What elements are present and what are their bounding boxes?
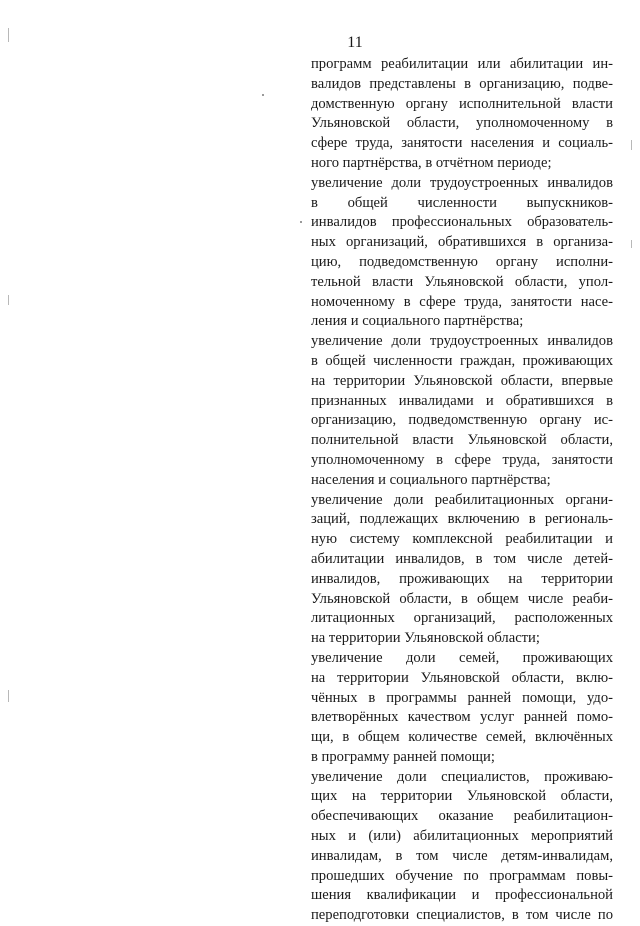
- text-line: сфере труда, занятости населения и социаль-: [311, 135, 613, 152]
- text-line: чённых в программы ранней помощи, удо-: [311, 689, 613, 706]
- scan-artifact: [8, 295, 9, 305]
- text-line: инвалидам, в том числе детям-инвалидам,: [311, 847, 613, 864]
- text-line: инвалидов профессиональных образователь-: [311, 214, 613, 231]
- text-line: щи, в общем количестве семей, включённых: [311, 729, 613, 746]
- text-line: Ульяновской области, в общем числе реаби-: [311, 590, 613, 607]
- text-line: увеличение доли реабилитационных органи-: [311, 491, 613, 508]
- text-line: ного партнёрства, в отчётном периоде;: [311, 154, 552, 171]
- text-line: ных организаций, обратившихся в организа-: [311, 234, 613, 251]
- text-line: уполномоченному в сфере труда, занятости: [311, 451, 613, 468]
- text-line: щих на территории Ульяновской области,: [311, 788, 613, 805]
- text-line: домственную органу исполнительной власти: [311, 95, 613, 112]
- text-line: увеличение доли семей, проживающих: [311, 649, 613, 666]
- text-line: Ульяновской области, уполномоченному в: [311, 115, 613, 132]
- scan-artifact: [300, 221, 302, 223]
- text-line: увеличение доли трудоустроенных инвалидов: [311, 333, 613, 350]
- text-line: ных и (или) абилитационных мероприятий: [311, 828, 613, 845]
- text-line: прошедших обучение по программам повы-: [311, 867, 613, 884]
- text-line: ления и социального партнёрства;: [311, 313, 524, 330]
- text-line: абилитации инвалидов, в том числе детей-: [311, 550, 613, 567]
- text-line: на территории Ульяновской области, вклю-: [311, 669, 613, 686]
- text-line: в общей численности выпускников-: [311, 194, 613, 211]
- scan-artifact: [8, 690, 9, 702]
- text-line: номоченному в сфере труда, занятости насе-: [311, 293, 613, 310]
- document-text-column: [311, 55, 613, 926]
- text-line: увеличение доли трудоустроенных инвалидов: [311, 174, 613, 191]
- text-line: литационных организаций, расположенных: [311, 610, 613, 627]
- page-number: 11: [347, 34, 363, 51]
- text-line: обеспечивающих оказание реабилитацион-: [311, 808, 613, 825]
- scan-artifact: [631, 140, 632, 150]
- scan-artifact: [262, 94, 264, 96]
- text-line: ную систему комплексной реабилитации и: [311, 531, 613, 548]
- text-line: полнительной власти Ульяновской области,: [311, 432, 613, 449]
- text-line: шения квалификации и профессиональной: [311, 887, 613, 904]
- text-line: тельной власти Ульяновской области, упол-: [311, 273, 613, 290]
- text-line: переподготовки специалистов, в том числе по: [311, 907, 613, 924]
- text-line: населения и социального партнёрства;: [311, 471, 551, 488]
- text-line: цию, подведомственную органу исполни-: [311, 253, 613, 270]
- scan-artifact: [631, 240, 632, 248]
- text-line: валидов представлены в организацию, подве-: [311, 75, 613, 92]
- text-line: в программу ранней помощи;: [311, 748, 495, 765]
- text-line: программ реабилитации или абилитации ин-: [311, 56, 613, 72]
- text-line: в общей численности граждан, проживающих: [311, 352, 613, 369]
- text-line: заций, подлежащих включению в региональ-: [311, 511, 613, 528]
- text-line: на территории Ульяновской области, впервые: [311, 372, 613, 389]
- text-line: инвалидов, проживающих на территории: [311, 570, 613, 587]
- text-line: на территории Ульяновской области;: [311, 630, 540, 647]
- text-line: организацию, подведомственную органу ис-: [311, 412, 613, 429]
- text-line: влетворённых качеством услуг ранней помо-: [311, 709, 613, 726]
- text-line: признанных инвалидами и обратившихся в: [311, 392, 613, 409]
- text-line: увеличение доли специалистов, проживаю-: [311, 768, 613, 785]
